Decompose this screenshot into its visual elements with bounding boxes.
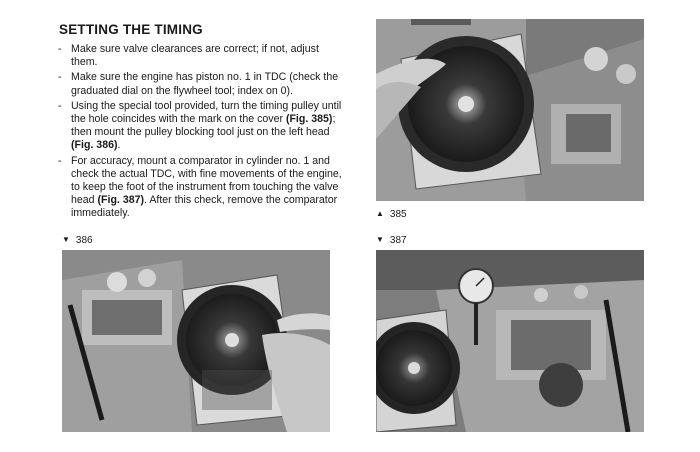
figure-number: 385 <box>389 209 407 220</box>
instruction-step <box>58 43 348 69</box>
step-text: For accuracy, mount a comparator in cylinder no. 1 and check the actual TDC, with fine movements of the engine, to keep the foot of the instrument from touching the valve head <box>71 154 342 207</box>
instruction-list <box>58 43 348 223</box>
figure-386-photo <box>62 250 330 432</box>
figure-reference: (Fig. 386) <box>71 139 118 152</box>
step-text: ; then mount the pulley blocking tool just on the left head <box>71 113 336 139</box>
figure-reference: (Fig. 387) <box>97 194 145 207</box>
instruction-step <box>58 155 348 221</box>
caption-pointer-icon: ▲ <box>376 209 384 218</box>
figure-385-caption <box>376 209 407 221</box>
bullet-dash: - <box>58 71 62 84</box>
instruction-step <box>58 71 348 97</box>
caption-pointer-icon: ▼ <box>376 235 384 244</box>
figure-386-caption <box>62 235 93 247</box>
figure-number: 386 <box>75 235 93 246</box>
step-text: Make sure the engine has piston no. 1 in TDC (check the graduated dial on the flywheel tool; index on 0). <box>71 71 339 97</box>
figure-387-caption <box>376 235 407 247</box>
figure-number: 387 <box>389 235 407 246</box>
step-text: . <box>117 139 121 152</box>
step-text: Using the special tool provided, turn the timing pulley until the hole coincides with the mark on the cover <box>71 99 342 126</box>
figure-385-photo <box>376 19 644 201</box>
bullet-dash: - <box>58 154 62 167</box>
step-text: Make sure valve clearances are correct; if not, adjust them. <box>71 43 319 69</box>
section-title: SETTING THE TIMING <box>59 22 203 37</box>
figure-387-photo <box>376 250 644 432</box>
caption-pointer-icon: ▼ <box>62 235 70 244</box>
bullet-dash: - <box>58 43 62 55</box>
step-text: . After this check, remove the comparator immediately. <box>71 194 338 220</box>
instruction-step <box>58 100 348 153</box>
figure-reference: (Fig. 385) <box>285 113 333 126</box>
bullet-dash: - <box>58 99 62 112</box>
